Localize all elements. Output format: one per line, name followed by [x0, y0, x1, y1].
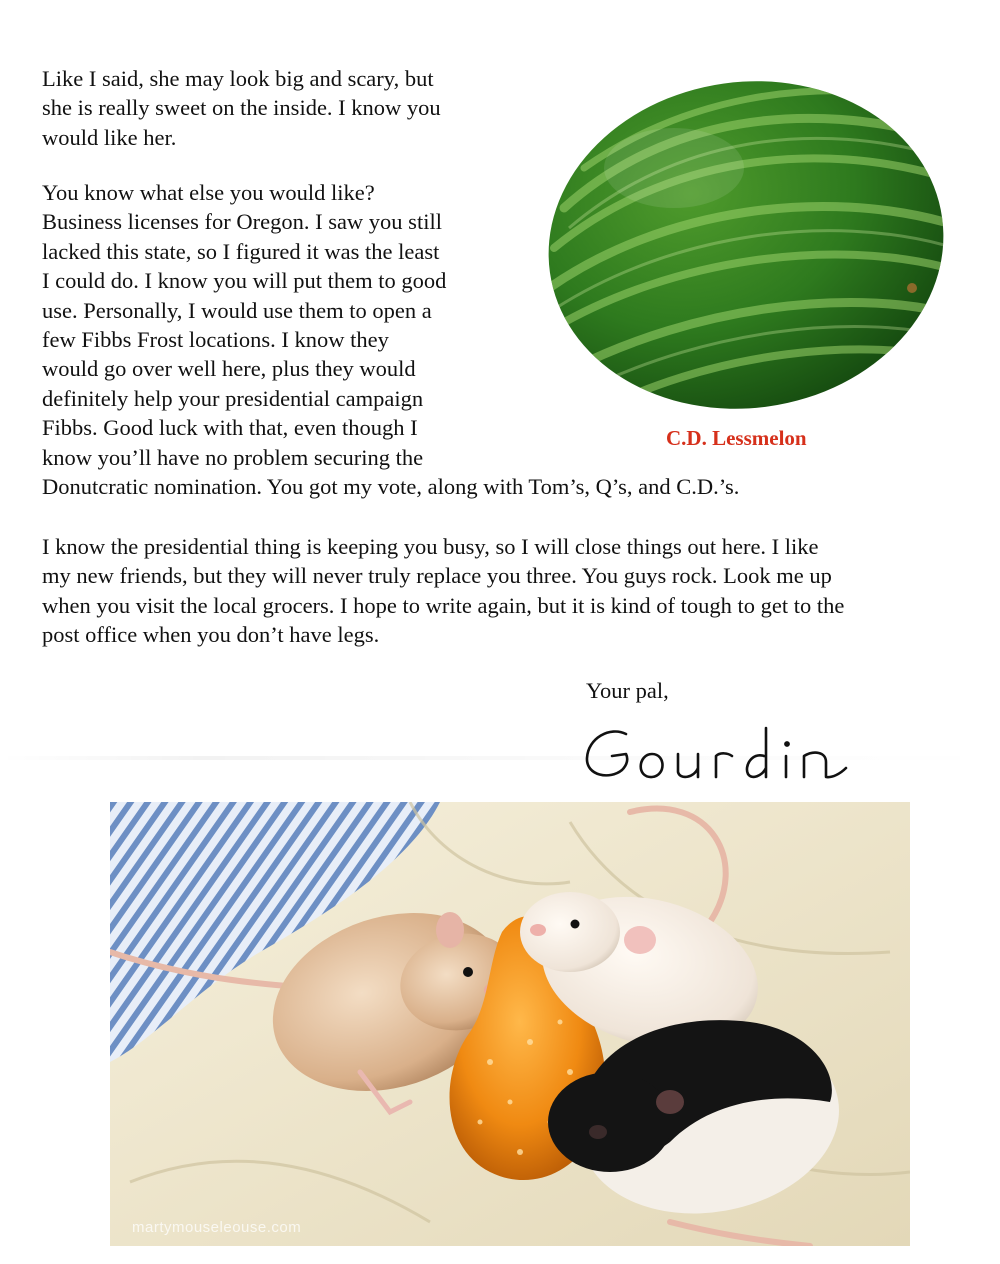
paragraph-line: I know the presidential thing is keeping you busy, so I will close things out here. I like	[42, 534, 819, 559]
paragraph-line: Business licenses for Oregon. I saw you still	[42, 209, 442, 235]
watermelon-image	[544, 78, 948, 412]
paragraph-line: definitely help your presidential campaign	[42, 385, 424, 411]
paragraph-line: few Fibbs Frost locations. I know they	[42, 327, 389, 353]
paragraph-line: use. Personally, I would use them to open a	[42, 297, 432, 323]
paragraph-line: Like I said, she may look big and scary, but	[42, 66, 434, 91]
paragraph-line: Fibbs. Good luck with that, even though I	[42, 415, 418, 441]
closing-salutation: Your pal,	[586, 678, 669, 703]
paragraph-line: she is really sweet on the inside. I know you	[42, 95, 441, 121]
paragraph-line: know you’ll have no problem securing the	[42, 444, 424, 470]
photo-watermark: martymouseleouse.com	[132, 1219, 302, 1236]
paragraph-line: lacked this state, so I figured it was the least	[42, 238, 440, 264]
scan-artifact-line	[0, 756, 1000, 760]
paragraph-line: post office when you don’t have legs.	[42, 622, 380, 648]
paragraph-line: I could do. I know you will put them to good	[42, 268, 447, 294]
rats-photo	[110, 802, 910, 1246]
paragraph-3	[42, 532, 844, 650]
paragraph-1	[42, 64, 441, 152]
paragraph-line: You know what else you would like?	[42, 180, 375, 205]
paragraph-line: when you visit the local grocers. I hope to write again, but it is kind of tough to get to the	[42, 592, 845, 618]
paragraph-line: would like her.	[42, 124, 177, 150]
paragraph-line: would go over well here, plus they would	[42, 356, 416, 382]
signature-handwriting	[582, 720, 872, 790]
paragraph-line: Donutcratic nomination. You got my vote, along with Tom’s, Q’s, and C.D.’s.	[42, 474, 740, 500]
paragraph-line: my new friends, but they will never truly replace you three. You guys rock. Look me up	[42, 563, 832, 589]
watermelon-caption: C.D. Lessmelon	[666, 426, 807, 450]
